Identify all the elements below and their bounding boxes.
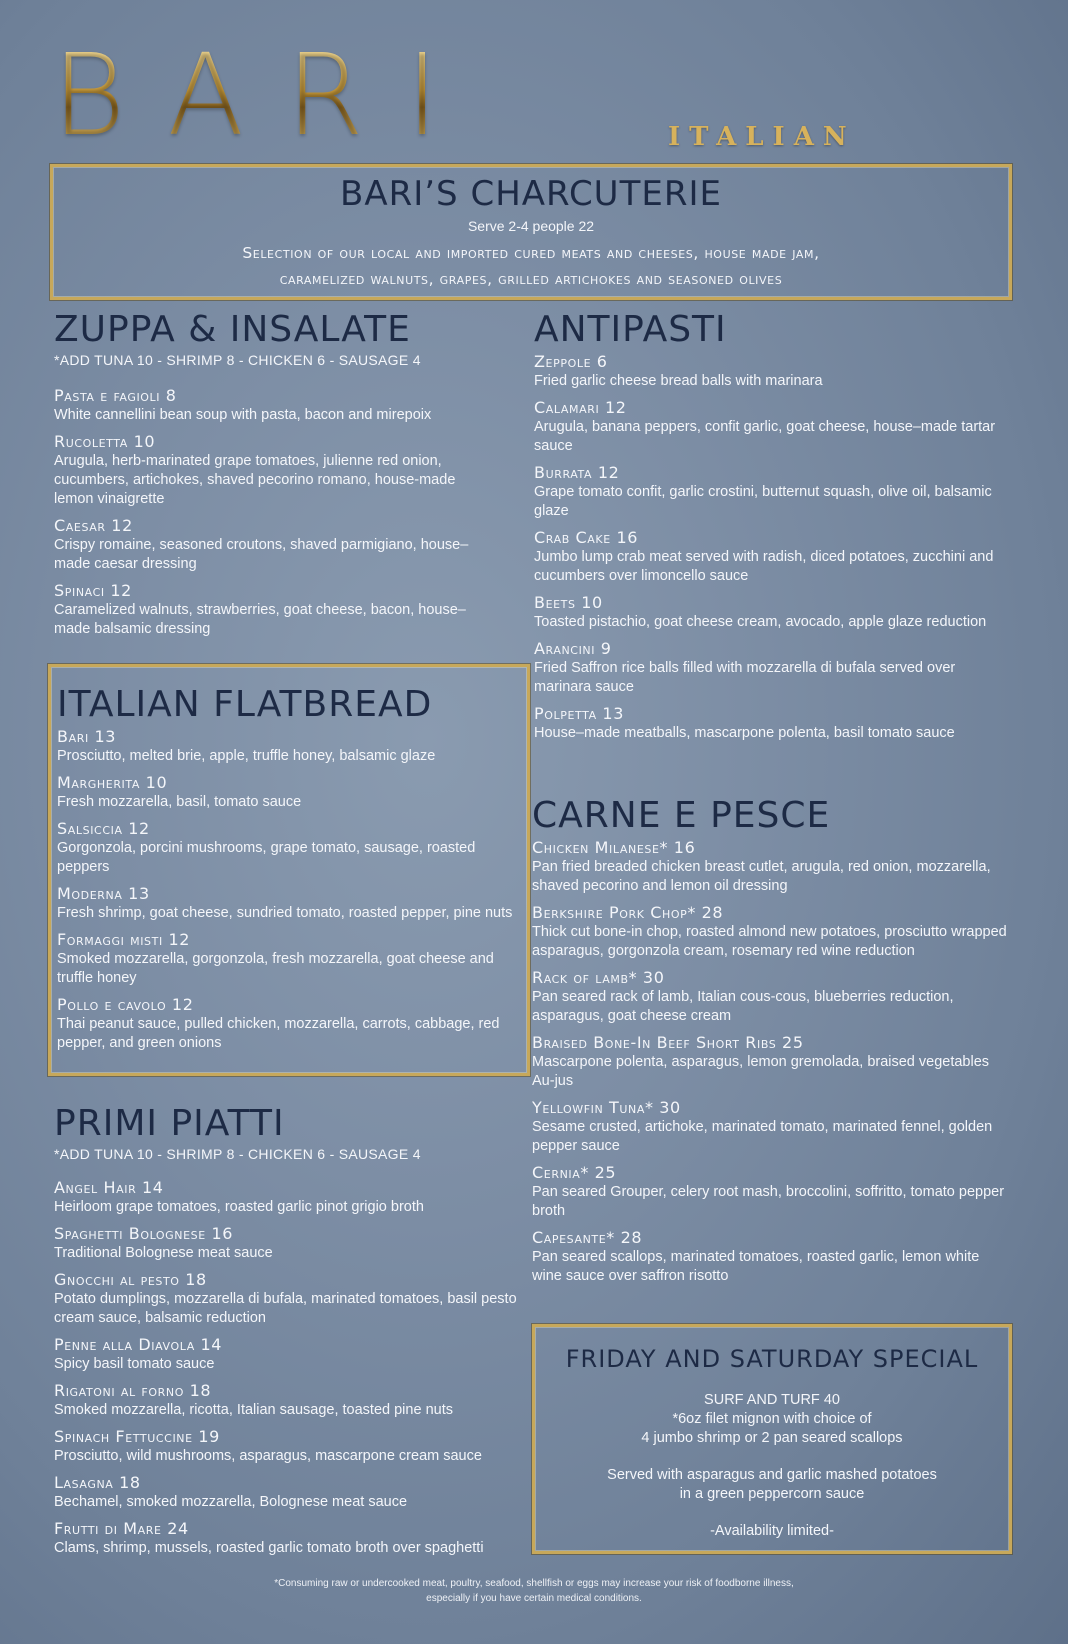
- menu-item: [54, 1335, 534, 1374]
- item-name: Salsiccia 12: [57, 819, 150, 838]
- item-desc: Potato dumplings, mozzarella di bufala, marinated tomatoes, basil pesto cream sauce, balsamic reduction: [54, 1291, 517, 1326]
- special-title: FRIDAY AND SATURDAY SPECIAL: [565, 1345, 979, 1373]
- item-name: Capesante* 28: [532, 1228, 643, 1247]
- item-name: Angel Hair 14: [54, 1178, 164, 1197]
- flatbread-box: [48, 664, 530, 1076]
- item-desc: Pan seared rack of lamb, Italian cous-cous, blueberries reduction, asparagus, goat cheese cream: [532, 989, 954, 1024]
- item-desc: White cannellini bean soup with pasta, bacon and mirepoix: [54, 407, 432, 423]
- menu-item: [532, 903, 1010, 961]
- menu-item: [54, 1381, 534, 1420]
- menu-item: [57, 884, 521, 923]
- menu-item: [534, 593, 1004, 632]
- menu-item: [54, 581, 494, 639]
- menu-item: [534, 352, 1004, 391]
- item-desc: Arugula, herb-marinated grape tomatoes, julienne red onion, cucumbers, artichokes, shaved pecorino romano, house-made lemon vinaigrette: [54, 453, 456, 507]
- item-desc: Caramelized walnuts, strawberries, goat cheese, bacon, house–made balsamic dressing: [54, 602, 466, 637]
- menu-item: [534, 528, 1004, 586]
- item-desc: Fried garlic cheese bread balls with marinara: [534, 373, 823, 389]
- item-name: Spinach Fettuccine 19: [54, 1427, 220, 1446]
- item-name: Arancini 9: [534, 639, 612, 658]
- item-name: Yellowfin Tuna* 30: [532, 1098, 681, 1117]
- item-desc: Fresh mozzarella, basil, tomato sauce: [57, 794, 302, 810]
- item-name: Bari 13: [57, 727, 117, 746]
- item-desc: Toasted pistachio, goat cheese cream, avocado, apple glaze reduction: [534, 614, 987, 630]
- item-desc: Thai peanut sauce, pulled chicken, mozzarella, carrots, cabbage, red pepper, and green onions: [57, 1016, 500, 1051]
- item-name: Crab Cake 16: [534, 528, 639, 547]
- menu-item: [57, 995, 521, 1053]
- menu-item: [54, 1427, 534, 1466]
- charcuterie-box: [50, 164, 1012, 300]
- menu-item: [532, 1033, 1010, 1091]
- footer-line-1: *Consuming raw or undercooked meat, poultry, seafood, shellfish or eggs may increase your risk of foodborne illness,: [274, 1578, 794, 1589]
- item-desc: Sesame crusted, artichoke, marinated tomato, marinated fennel, golden pepper sauce: [532, 1119, 993, 1154]
- special-line-4: Served with asparagus and garlic mashed potatoes: [607, 1467, 937, 1483]
- special-line-2: *6oz filet mignon with choice of: [672, 1411, 872, 1427]
- item-name: Frutti di Mare 24: [54, 1519, 189, 1538]
- primi-addon: *ADD TUNA 10 - SHRIMP 8 - CHICKEN 6 - SAUSAGE 4: [54, 1146, 421, 1162]
- charcuterie-desc-2: caramelized walnuts, grapes, grilled artichokes and seasoned olives: [279, 270, 783, 288]
- item-name: Caesar 12: [54, 516, 133, 535]
- antipasti-section: [534, 309, 1004, 750]
- item-desc: Traditional Bolognese meat sauce: [54, 1245, 273, 1261]
- item-desc: House–made meatballs, mascarpone polenta, basil tomato sauce: [534, 725, 955, 741]
- carne-section: [532, 795, 1010, 1293]
- item-desc: Fresh shrimp, goat cheese, sundried tomato, roasted pepper, pine nuts: [57, 905, 513, 921]
- special-box: [532, 1324, 1012, 1554]
- charcuterie-title: BARI’S CHARCUTERIE: [340, 174, 722, 214]
- menu-item: [534, 639, 1004, 697]
- primi-title: PRIMI PIATTI: [54, 1103, 285, 1144]
- menu-item: [57, 930, 521, 988]
- item-name: Braised Bone-In Beef Short Ribs 25: [532, 1033, 804, 1052]
- item-desc: Prosciutto, melted brie, apple, truffle honey, balsamic glaze: [57, 748, 436, 764]
- item-desc: Gorgonzola, porcini mushrooms, grape tomato, sausage, roasted peppers: [57, 840, 476, 875]
- footer-disclaimer: [0, 1576, 1068, 1606]
- item-desc: Smoked mozzarella, gorgonzola, fresh mozzarella, goat cheese and truffle honey: [57, 951, 494, 986]
- item-name: Beets 10: [534, 593, 603, 612]
- charcuterie-serve: Serve 2-4 people 22: [467, 218, 595, 234]
- item-name: Rigatoni al forno 18: [54, 1381, 212, 1400]
- menu-item: [532, 1098, 1010, 1156]
- menu-item: [54, 386, 494, 425]
- menu-item: [534, 704, 1004, 743]
- flatbread-title: ITALIAN FLATBREAD: [57, 684, 433, 725]
- menu-item: [532, 838, 1010, 896]
- menu-item: [54, 432, 494, 509]
- menu-item: [534, 398, 1004, 456]
- item-name: Burrata 12: [534, 463, 620, 482]
- special-line-5: in a green peppercorn sauce: [679, 1486, 865, 1502]
- menu-item: [57, 819, 521, 877]
- item-name: Polpetta 13: [534, 704, 624, 723]
- item-name: Zeppole 6: [534, 352, 608, 371]
- item-name: Pasta e fagioli 8: [54, 386, 177, 405]
- item-desc: Thick cut bone-in chop, roasted almond new potatoes, prosciutto wrapped asparagus, gorgonzola cream, rosemary red wine reduction: [532, 924, 1007, 959]
- item-desc: Pan seared scallops, marinated tomatoes, roasted garlic, lemon white wine sauce over saffron risotto: [532, 1249, 980, 1284]
- item-desc: Bechamel, smoked mozzarella, Bolognese meat sauce: [54, 1494, 408, 1510]
- antipasti-title: ANTIPASTI: [534, 309, 727, 350]
- item-name: Margherita 10: [57, 773, 168, 792]
- item-name: Moderna 13: [57, 884, 150, 903]
- item-name: Gnocchi al pesto 18: [54, 1270, 207, 1289]
- item-desc: Grape tomato confit, garlic crostini, butternut squash, olive oil, balsamic glaze: [534, 484, 992, 519]
- menu-item: [534, 463, 1004, 521]
- zuppa-title: ZUPPA & INSALATE: [54, 309, 411, 350]
- carne-title: CARNE E PESCE: [532, 795, 831, 836]
- item-name: Cernia* 25: [532, 1163, 617, 1182]
- item-desc: Mascarpone polenta, asparagus, lemon gremolada, braised vegetables Au-jus: [532, 1054, 990, 1089]
- menu-item: [54, 1224, 534, 1263]
- menu-item: [54, 1270, 534, 1328]
- item-desc: Fried Saffron rice balls filled with mozzarella di bufala served over marinara sauce: [534, 660, 956, 695]
- item-desc: Clams, shrimp, mussels, roasted garlic tomato broth over spaghetti: [54, 1540, 484, 1556]
- item-name: Lasagna 18: [54, 1473, 141, 1492]
- item-name: Penne alla Diavola 14: [54, 1335, 223, 1354]
- item-desc: Smoked mozzarella, ricotta, Italian sausage, toasted pine nuts: [54, 1402, 453, 1418]
- menu-item: [532, 968, 1010, 1026]
- special-line-1: SURF AND TURF 40: [704, 1392, 840, 1408]
- menu-item: [57, 727, 521, 766]
- item-name: Spaghetti Bolognese 16: [54, 1224, 234, 1243]
- brand-tagline: ITALIAN: [668, 122, 856, 152]
- footer-line-2: especially if you have certain medical conditions.: [426, 1593, 642, 1604]
- item-name: Berkshire Pork Chop* 28: [532, 903, 724, 922]
- menu-item: [57, 773, 521, 812]
- menu-item: [54, 1178, 534, 1217]
- menu-item: [54, 516, 494, 574]
- item-desc: Heirloom grape tomatoes, roasted garlic pinot grigio broth: [54, 1199, 424, 1215]
- menu-item: [54, 1519, 534, 1558]
- charcuterie-desc-1: Selection of our local and imported cured meats and cheeses, house made jam,: [242, 244, 820, 262]
- item-name: Chicken Milanese* 16: [532, 838, 696, 857]
- zuppa-section: [54, 309, 494, 646]
- special-line-6: -Availability limited-: [710, 1523, 834, 1539]
- item-desc: Pan fried breaded chicken breast cutlet, arugula, red onion, mozzarella, shaved pecorino and lemon oil dressing: [532, 859, 991, 894]
- menu-item: [532, 1228, 1010, 1286]
- item-desc: Crispy romaine, seasoned croutons, shaved parmigiano, house–made caesar dressing: [54, 537, 469, 572]
- item-name: Rucoletta 10: [54, 432, 156, 451]
- item-name: Calamari 12: [534, 398, 627, 417]
- item-name: Rack of lamb* 30: [532, 968, 665, 987]
- item-name: Formaggi misti 12: [57, 930, 191, 949]
- item-name: Spinaci 12: [54, 581, 132, 600]
- menu-item: [54, 1473, 534, 1512]
- primi-section: [54, 1103, 534, 1565]
- item-desc: Arugula, banana peppers, confit garlic, goat cheese, house–made tartar sauce: [534, 419, 996, 454]
- item-desc: Prosciutto, wild mushrooms, asparagus, mascarpone cream sauce: [54, 1448, 482, 1464]
- item-name: Pollo e cavolo 12: [57, 995, 194, 1014]
- menu-item: [532, 1163, 1010, 1221]
- brand-logo: BARI: [52, 31, 481, 161]
- item-desc: Spicy basil tomato sauce: [54, 1356, 215, 1372]
- zuppa-addon: *ADD TUNA 10 - SHRIMP 8 - CHICKEN 6 - SAUSAGE 4: [54, 352, 421, 368]
- special-line-3: 4 jumbo shrimp or 2 pan seared scallops: [641, 1430, 903, 1446]
- item-desc: Pan seared Grouper, celery root mash, broccolini, soffritto, tomato pepper broth: [532, 1184, 1005, 1219]
- item-desc: Jumbo lump crab meat served with radish, diced potatoes, zucchini and cucumbers over limoncello sauce: [534, 549, 994, 584]
